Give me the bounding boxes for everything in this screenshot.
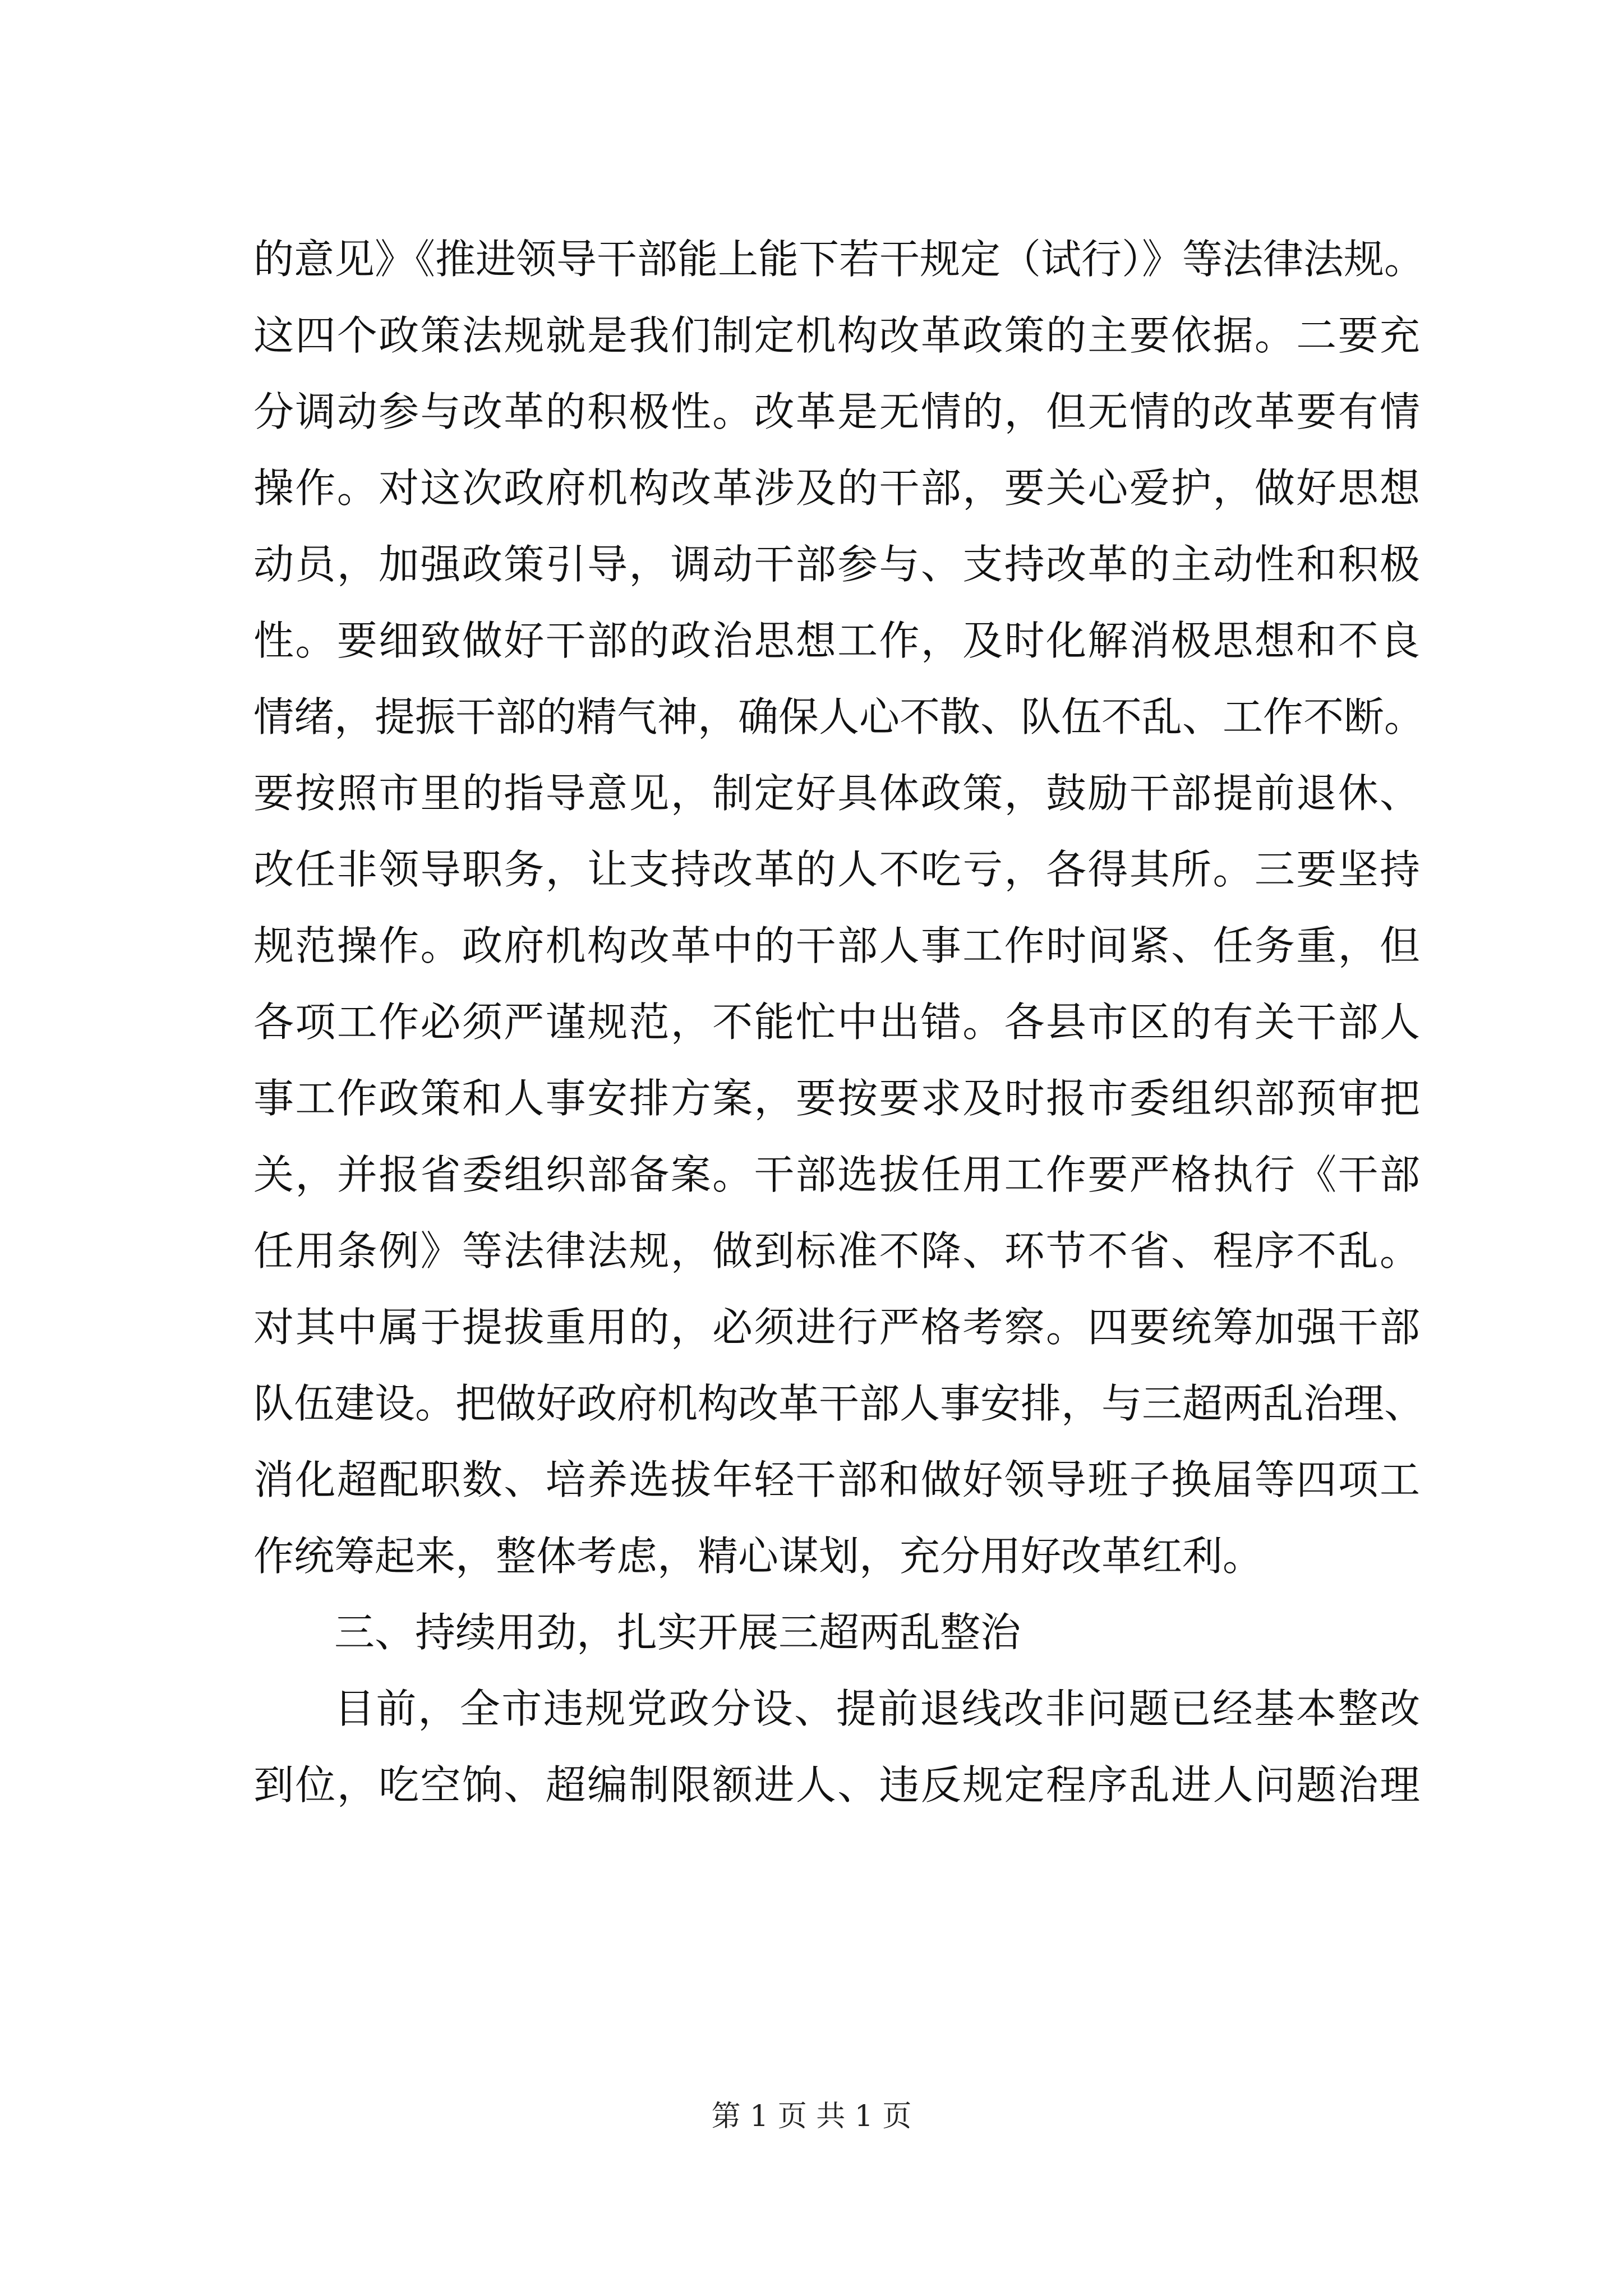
text-line: 事工作政策和人事安排方案，要按要求及时报市委组织部预审把 bbox=[253, 1075, 1420, 1122]
text-line: 分调动参与改革的积极性。改革是无情的，但无情的改革要有情 bbox=[253, 388, 1420, 435]
text-line: 性。要细致做好干部的政治思想工作，及时化解消极思想和不良 bbox=[253, 617, 1420, 664]
text-line: 情绪，提振干部的精气神，确保人心不散、队伍不乱、工作不断。 bbox=[253, 693, 1425, 740]
text-line: 三、持续用劲，扎实开展三超两乱整治 bbox=[334, 1609, 1021, 1656]
text-line: 对其中属于提拔重用的，必须进行严格考察。四要统筹加强干部 bbox=[253, 1304, 1420, 1351]
text-line: 队伍建设。把做好政府机构改革干部人事安排，与三超两乱治理、 bbox=[253, 1380, 1425, 1427]
text-line: 动员，加强政策引导，调动干部参与、支持改革的主动性和积极 bbox=[253, 541, 1420, 588]
text-line: 作统筹起来，整体考虑，精心谋划，充分用好改革红利。 bbox=[253, 1533, 1264, 1580]
paragraph bbox=[253, 221, 1425, 1594]
text-line: 的意见》《推进领导干部能上能下若干规定（试行）》等法律法规。 bbox=[253, 236, 1425, 283]
text-line: 这四个政策法规就是我们制定机构改革政策的主要依据。二要充 bbox=[253, 312, 1420, 359]
text-line: 各项工作必须严谨规范，不能忙中出错。各县市区的有关干部人 bbox=[253, 999, 1420, 1046]
text-line: 关，并报省委组织部备案。干部选拔任用工作要严格执行《干部 bbox=[253, 1151, 1420, 1198]
text-line: 要按照市里的指导意见，制定好具体政策，鼓励干部提前退休、 bbox=[253, 770, 1420, 817]
section-heading bbox=[253, 1594, 1420, 1671]
text-line: 改任非领导职务，让支持改革的人不吃亏，各得其所。三要坚持 bbox=[253, 846, 1420, 893]
text-line: 操作。对这次政府机构改革涉及的干部，要关心爱护，做好思想 bbox=[253, 464, 1420, 512]
page-footer: 第 1 页 共 1 页 bbox=[711, 2100, 912, 2133]
text-line: 到位，吃空饷、超编制限额进人、违反规定程序乱进人问题治理 bbox=[253, 1761, 1420, 1809]
text-line: 消化超配职数、培养选拔年轻干部和做好领导班子换届等四项工 bbox=[253, 1456, 1420, 1503]
document-body bbox=[253, 221, 1425, 1823]
text-line: 任用条例》等法律法规，做到标准不降、环节不省、程序不乱。 bbox=[253, 1227, 1420, 1274]
text-line: 目前，全市违规党政分设、提前退线改非问题已经基本整改 bbox=[334, 1685, 1420, 1732]
paragraph bbox=[253, 1671, 1420, 1823]
text-line: 规范操作。政府机构改革中的干部人事工作时间紧、任务重，但 bbox=[253, 922, 1420, 969]
